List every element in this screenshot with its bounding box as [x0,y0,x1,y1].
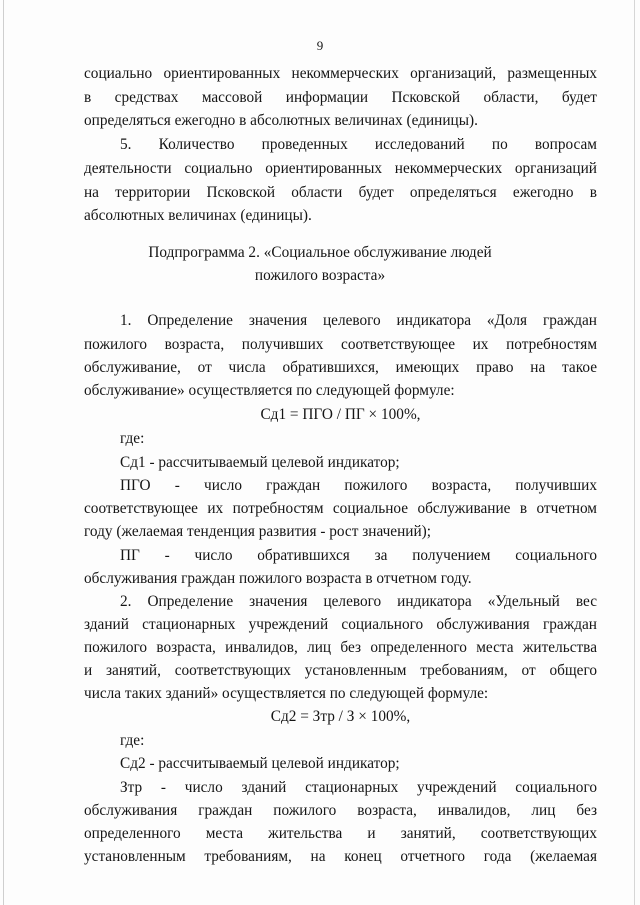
text-line: определяться ежегодно в абсолютных величинах (единицы). [84,112,478,129]
where-label: где: [120,732,145,749]
item-1-line: пожилого возраста, получивших соответствующее их потребностям [84,336,597,353]
scan-edge-left [3,0,4,905]
paragraph-5-line: на территории Псковской области будет определяться ежегодно в [84,184,597,201]
paragraph-5-line: абсолютных величинах (единицы). [84,207,312,224]
where-label: где: [120,430,145,447]
item-1-line: 1. Определение значения целевого индикатора «Доля граждан [120,312,597,329]
subprogram-title: пожилого возраста» [254,267,386,284]
item-2-line: числа таких зданий» осуществляется по следующей формуле: [84,685,489,702]
formula-1: Сд1 = ПГО / ПГ × 100%, [260,406,421,423]
definition-ztr: определенного места жительства и занятий, соответствующих [84,825,597,842]
definition-pgo: году (желаемая тенденция развития - рост значений); [84,523,432,540]
definition-sd2: Сд2 - рассчитываемый целевой индикатор; [120,755,400,772]
item-2-line: и занятий, соответствующих установленным требованиям, от общего [84,662,597,679]
text-line: социально ориентированных некоммерческих организаций, размещенных [84,65,597,82]
definition-sd1: Сд1 - рассчитываемый целевой индикатор; [120,454,400,471]
definition-pgo: ПГО - число граждан пожилого возраста, получивших [120,477,597,494]
item-2-line: зданий стационарных учреждений социального обслуживания граждан [84,616,597,633]
paragraph-5-line: 5. Количество проведенных исследований по вопросам [120,136,597,153]
definition-ztr: установленным требованиям, на конец отчетного года (желаемая [84,848,597,865]
item-1-line: обслуживание, от числа обратившихся, имеющих право на такое [84,359,597,376]
definition-pg: обслуживания граждан пожилого возраста в отчетном году. [84,570,472,587]
item-2-line: 2. Определение значения целевого индикатора «Удельный вес [120,593,597,610]
scan-edge-right [634,0,635,905]
paragraph-5-line: деятельности социально ориентированных некоммерческих организаций [84,160,597,177]
subprogram-title: Подпрограмма 2. «Социальное обслуживание людей [148,244,492,261]
text-line: в средствах массовой информации Псковской области, будет [84,89,597,106]
definition-ztr: Зтр - число зданий стационарных учреждений социального [120,779,597,796]
item-2-line: пожилого возраста, инвалидов, лиц без определенного места жительства [84,639,597,656]
item-1-line: обслуживание» осуществляется по следующей формуле: [84,382,455,399]
definition-pgo: соответствующее их потребностям социальное обслуживание в отчетном [84,500,597,517]
formula-2: Сд2 = Зтр / З × 100%, [270,708,411,725]
definition-ztr: обслуживания граждан пожилого возраста, инвалидов, лиц без [84,802,597,819]
page-number: 9 [316,38,324,53]
definition-pg: ПГ - число обратившихся за получением социального [120,547,597,564]
